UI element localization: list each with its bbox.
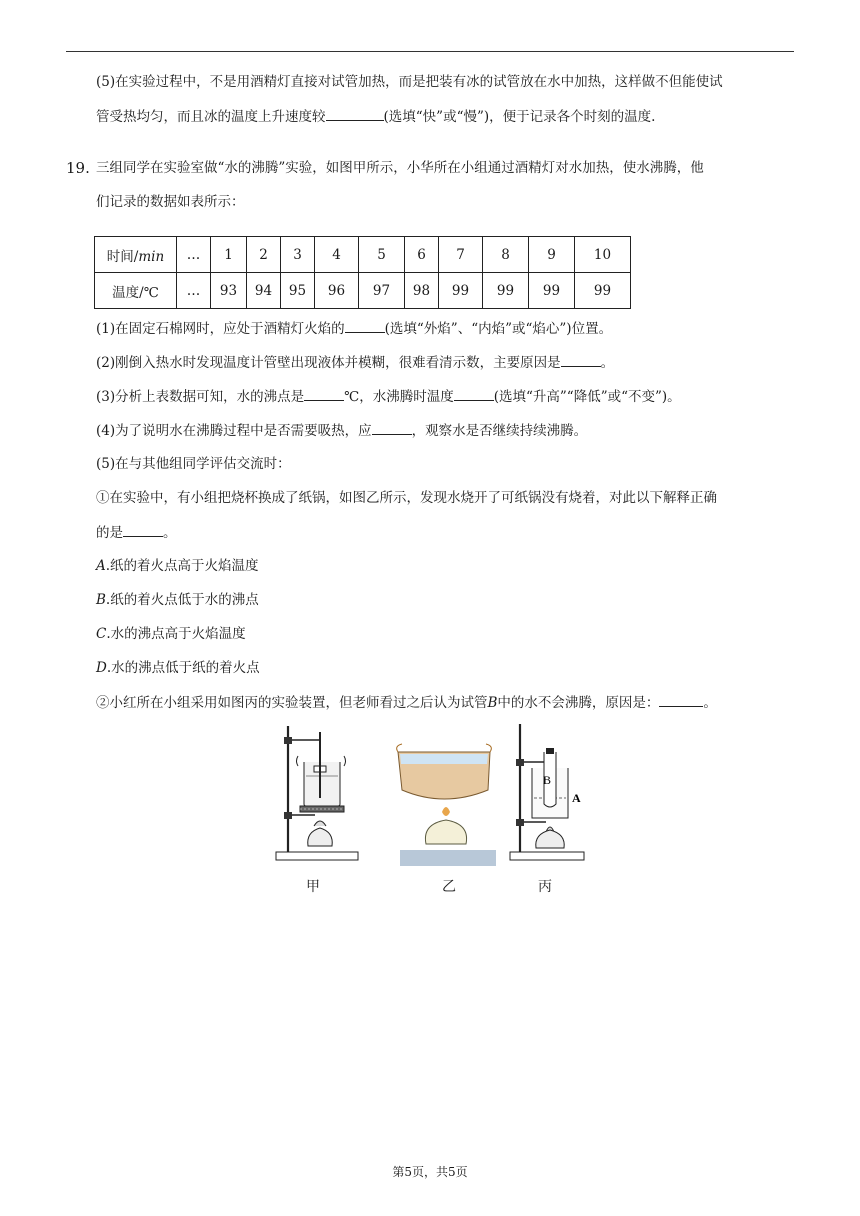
caption-bing: 丙 [538,879,552,895]
table-cell: … [177,237,211,273]
table-cell: 3 [281,237,315,273]
table-cell: 1 [211,237,247,273]
q19-part4: (4)为了说明水在沸腾过程中是否需要吸热，应 ，观察水是否继续持续沸腾。 [96,420,587,441]
table-cell: 99 [575,273,631,309]
q19-intro-line2: 们记录的数据如表所示： [96,194,245,210]
table-cell: 4 [315,237,359,273]
table-cell: 99 [483,273,529,309]
table-cell: 95 [281,273,315,309]
answer-blank[interactable] [345,318,385,333]
answer-blank[interactable] [123,522,163,537]
q19-part3: (3)分析上表数据可知，水的沸点是 ℃，水沸腾时温度 (选填“升高”“降低”或“不变”)。 [96,386,681,407]
table-cell: 5 [359,237,405,273]
q19-intro-line1: 三组同学在实验室做“水的沸腾”实验，如图甲所示，小华所在小组通过酒精灯对水加热，使水沸腾，他 [96,160,704,176]
q19-part5-2: ②小红所在小组采用如图丙的实验装置，但老师看过之后认为试管B中的水不会沸腾，原因是： 。 [96,692,717,713]
q19-part5-1-line1: ①在实验中，有小组把烧杯换成了纸锅，如图乙所示，发现水烧开了可纸锅没有烧着，对此以下解释正确 [96,490,717,506]
figure-jia-apparatus [270,718,370,868]
table-header-temperature: 温度/℃ [95,273,177,309]
table-cell: 10 [575,237,631,273]
table-cell: 99 [439,273,483,309]
table-cell: 94 [247,273,281,309]
question-number: 19. [66,159,90,177]
option-a[interactable]: A.纸的着火点高于火焰温度 [96,558,259,574]
q19-part1: (1)在固定石棉网时，应处于酒精灯火焰的 (选填“外焰”、“内焰”或“焰心”)位置。 [96,318,612,339]
option-c[interactable]: C.水的沸点高于火焰温度 [96,626,246,642]
answer-blank[interactable] [454,386,494,401]
figure-yi-apparatus [390,740,500,868]
label-b: B [543,773,552,787]
q19-part5-1-line2: 的是 。 [96,522,177,543]
table-cell: 97 [359,273,405,309]
caption-yi: 乙 [442,879,456,895]
label-a: A [572,791,581,805]
table-cell: 9 [529,237,575,273]
table-cell: … [177,273,211,309]
option-b[interactable]: B.纸的着火点低于水的沸点 [96,592,259,608]
table-cell: 99 [529,273,575,309]
header-rule [66,51,794,52]
answer-blank[interactable] [304,386,344,401]
table-cell: 2 [247,237,281,273]
answer-blank[interactable] [372,420,412,435]
table-header-time: 时间/min [95,237,177,273]
table-row-time [95,237,631,273]
answer-blank[interactable] [561,352,601,367]
table-cell: 93 [211,273,247,309]
figure-bing-apparatus [506,718,588,868]
table-cell: 8 [483,237,529,273]
table-cell: 7 [439,237,483,273]
q19-part5: (5)在与其他组同学评估交流时： [96,456,291,472]
answer-blank[interactable] [326,106,384,121]
answer-blank[interactable] [659,692,703,707]
q19-part2: (2)刚倒入热水时发现温度计管壁出现液体并模糊，很难看清示数，主要原因是 。 [96,352,614,373]
caption-jia: 甲 [306,879,320,895]
table-row-temperature [95,273,631,309]
option-d[interactable]: D.水的沸点低于纸的着火点 [96,660,260,676]
table-cell: 6 [405,237,439,273]
table-cell: 98 [405,273,439,309]
data-table [94,236,631,309]
page-footer: 第5页，共5页 [392,1165,468,1179]
q18-part5-line1: (5)在实验过程中，不是用酒精灯直接对试管加热，而是把装有冰的试管放在水中加热，这样做不但能使试 [96,74,723,90]
table-cell: 96 [315,273,359,309]
experiment-figures [270,718,590,898]
q18-part5-line2: 管受热均匀，而且冰的温度上升速度较 (选填“快”或“慢”)，便于记录各个时刻的温度. [96,106,655,127]
